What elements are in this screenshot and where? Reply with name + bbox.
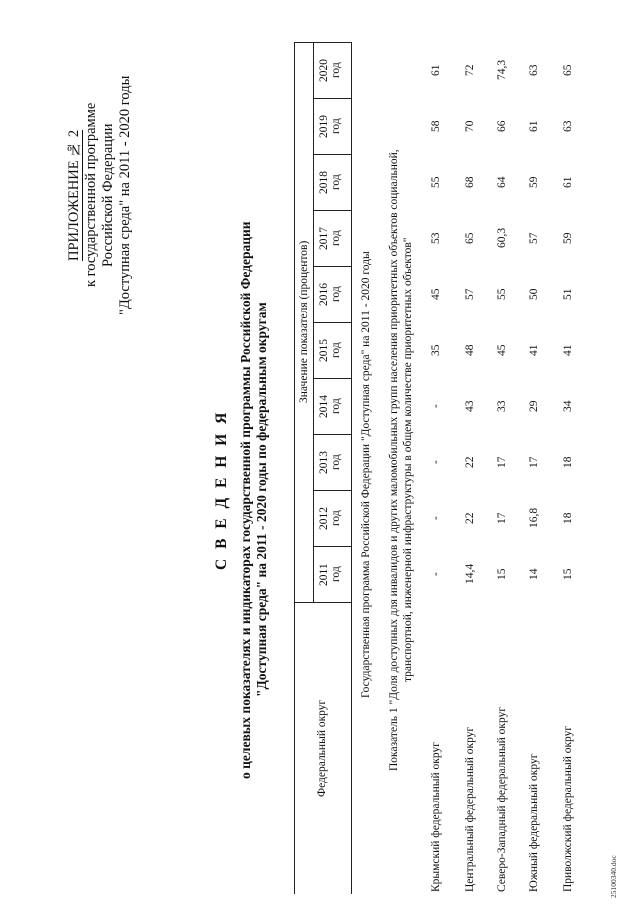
year-header-2018: 2018 год xyxy=(318,171,342,194)
table-cell: 61 xyxy=(562,176,574,188)
table-cell: 59 xyxy=(528,176,540,188)
table-cell: 14,4 xyxy=(464,563,476,585)
year-header-2015: 2015 год xyxy=(318,339,342,362)
table-cell: 22 xyxy=(464,512,476,524)
table-cell: 64 xyxy=(496,176,508,188)
table-cell: 65 xyxy=(464,232,476,244)
table-cell: 15 xyxy=(496,568,508,580)
program-title: Государственная программа Российской Федерации "Доступная среда" на 2011 - 2020 годы xyxy=(360,251,372,699)
table-cell: 51 xyxy=(562,288,574,300)
table-cell: 41 xyxy=(562,344,574,356)
table-cell: 45 xyxy=(430,288,442,300)
table-cell: 34 xyxy=(562,400,574,412)
appendix-line-1: ПРИЛОЖЕНИЕ № 2 xyxy=(66,129,82,261)
table-cell: 29 xyxy=(528,400,540,412)
year-header-2019: 2019 год xyxy=(318,115,342,138)
table-cell: 18 xyxy=(562,512,574,524)
table-cell: 70 xyxy=(464,120,476,132)
column-header-values: Значение показателя (процентов) xyxy=(298,240,310,404)
table-cell: 57 xyxy=(528,232,540,244)
column-header-district: Федеральный округ xyxy=(316,699,328,797)
indicator-line-2: транспортной, инженерной инфраструктуры в общем количестве приоритетных объектов" xyxy=(402,237,414,683)
table-cell: 22 xyxy=(464,456,476,468)
table-cell: - xyxy=(430,460,442,464)
appendix-line-4: "Доступная среда" на 2011 - 2020 годы xyxy=(117,75,133,315)
table-cell: 55 xyxy=(496,288,508,300)
appendix-block xyxy=(66,40,134,350)
table-cell: 16,8 xyxy=(528,507,540,529)
table-cell: 33 xyxy=(496,400,508,412)
table-cell: 59 xyxy=(562,232,574,244)
table-row-district: Крымский федеральный округ xyxy=(430,742,442,892)
table-row-district: Южный федеральный округ xyxy=(528,753,540,892)
table-cell: 61 xyxy=(528,120,540,132)
table-cell: 17 xyxy=(528,456,540,468)
table-cell: 63 xyxy=(562,120,574,132)
year-header-2016: 2016 год xyxy=(318,283,342,306)
table-cell: 63 xyxy=(528,64,540,76)
table-cell: 18 xyxy=(562,456,574,468)
table-cell: 74,3 xyxy=(496,59,508,81)
table-cell: 48 xyxy=(464,344,476,356)
table-cell: 41 xyxy=(528,344,540,356)
document-subtitle xyxy=(238,130,270,870)
year-header-2011: 2011 год xyxy=(318,563,342,586)
table-cell: 35 xyxy=(430,344,442,356)
table-cell: 53 xyxy=(430,232,442,244)
table-border-outer xyxy=(294,42,295,894)
indicator-description xyxy=(387,80,415,840)
table-cell: 65 xyxy=(562,64,574,76)
table-cell: 55 xyxy=(430,176,442,188)
table-cell: 68 xyxy=(464,176,476,188)
table-cell: 66 xyxy=(496,120,508,132)
table-cell: 17 xyxy=(496,512,508,524)
table-cell: 60,3 xyxy=(496,227,508,249)
year-header-2013: 2013 год xyxy=(318,451,342,474)
table-cell: 43 xyxy=(464,400,476,412)
table-cell: - xyxy=(430,404,442,408)
table-cell: - xyxy=(430,572,442,576)
table-cell: 72 xyxy=(464,64,476,76)
year-header-2012: 2012 год xyxy=(318,507,342,530)
table-row-district: Приволжский федеральный округ xyxy=(562,725,574,892)
table-cell: 50 xyxy=(528,288,540,300)
year-header-2017: 2017 год xyxy=(318,227,342,250)
year-header-2020: 2020 год xyxy=(318,59,342,82)
appendix-line-3: Российской Федерации xyxy=(100,123,116,267)
indicator-line-1: Показатель 1 "Доля доступных для инвалидов и других маломобильных групп населения приоритетных объектов социальной, xyxy=(388,149,400,771)
table-cell: 45 xyxy=(496,344,508,356)
table-row-district: Северо-Западный федеральный округ xyxy=(496,706,508,892)
footer-document-code: 25100340.doc xyxy=(609,855,618,898)
document-subtitle-line-2: "Доступная среда" на 2011 - 2020 годы по федеральным округам xyxy=(254,302,269,698)
table-cell: 14 xyxy=(528,568,540,580)
document-subtitle-line-1: о целевых показателях и индикаторах государственной программы Российской Федерации xyxy=(238,221,253,779)
table-cell: 58 xyxy=(430,120,442,132)
table-cell: 15 xyxy=(562,568,574,580)
table-header-rule-bottom xyxy=(351,42,352,894)
table-row-district: Центральный федеральный округ xyxy=(464,726,476,892)
table-cell: 17 xyxy=(496,456,508,468)
table-cell: 61 xyxy=(430,64,442,76)
appendix-line-2: к государственной программе xyxy=(83,102,99,288)
table-cell: 57 xyxy=(464,288,476,300)
year-header-2014: 2014 год xyxy=(318,395,342,418)
table-cell: - xyxy=(430,516,442,520)
document-title: С В Е Д Е Н И Я xyxy=(213,409,230,571)
